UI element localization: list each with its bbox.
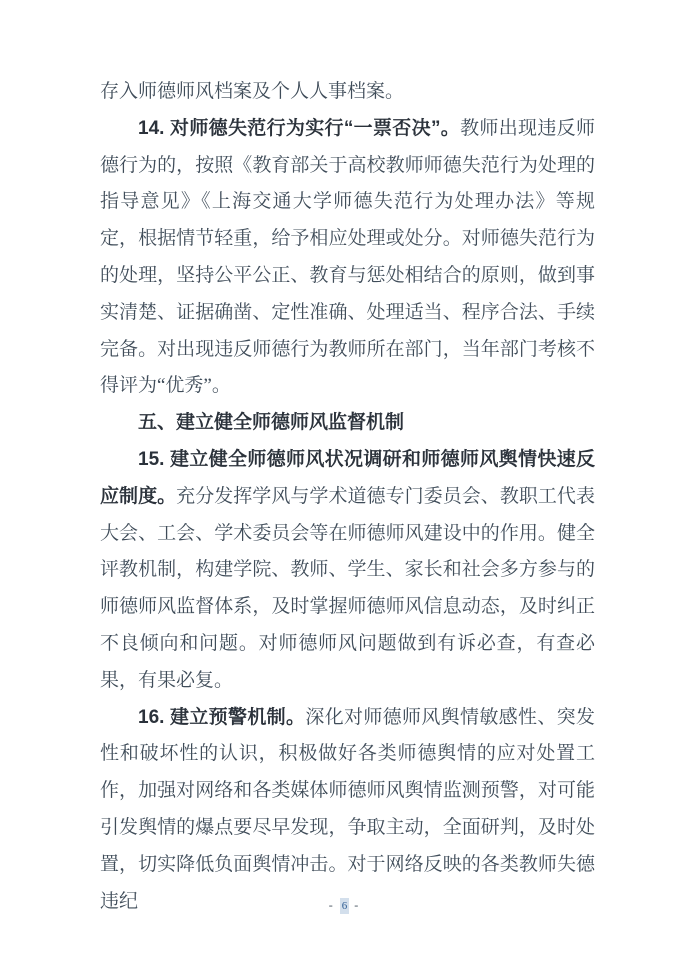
section-heading-5-text: 五、建立健全师德师风监督机制 xyxy=(138,412,405,434)
paragraph-continuation-text: 存入师德师风档案及个人人事档案。 xyxy=(100,81,405,102)
item-14-body: 教师出现违反师德行为的，按照《教育部关于高校教师师德失范行为处理的指导意见》《上海交通大学师德失范行为处理办法》等规定，根据情节轻重，给予相应处理或处分。对师德失范行为的处理，坚持公平公正、教育与惩处相结合的原则，做到事实清楚、证据确凿、定性准确、处理适当、程序合法、手续完备。对出现违反师德行为教师所在部门，当年部门考核不得评为“优秀”。 xyxy=(100,117,595,397)
item-15-lead: 15. 建立健全师德师风状况调研和师德师风舆情快速反应制度。 xyxy=(100,448,595,507)
item-15-body: 充分发挥学风与学术道德专门委员会、教职工代表大会、工会、学术委员会等在师德师风建设中的作用。健全评教机制，构建学院、教师、学生、家长和社会多方参与的师德师风监督体系，及时掌握师德师风信息动态，及时纠正不良倾向和问题。对师德师风问题做到有诉必查，有查必果，有果必复。 xyxy=(100,485,595,691)
document-body xyxy=(100,74,595,920)
page-number-field: 6 xyxy=(341,900,348,912)
item-16-body: 深化对师德师风舆情敏感性、突发性和破坏性的认识，积极做好各类师德舆情的应对处置工作，加强对网络和各类媒体师德师风舆情监测预警，对可能引发舆情的爆点要尽早发现，争取主动，全面研判，及时处置，切实降低负面舆情冲击。对于网络反映的各类教师失德违纪 xyxy=(100,706,595,912)
footer-dash-left: - xyxy=(328,898,335,912)
paragraph-item-14 xyxy=(100,111,595,405)
item-14-lead: 14. 对师德失范行为实行“一票否决”。 xyxy=(138,117,461,139)
paragraph-item-15 xyxy=(100,442,595,700)
paragraph-item-16 xyxy=(100,700,595,921)
item-16-lead: 16. 建立预警机制。 xyxy=(138,706,306,728)
page-footer xyxy=(0,897,689,914)
footer-dash-right: - xyxy=(354,898,361,912)
paragraph-continuation xyxy=(100,74,595,111)
section-heading-5 xyxy=(100,405,595,442)
